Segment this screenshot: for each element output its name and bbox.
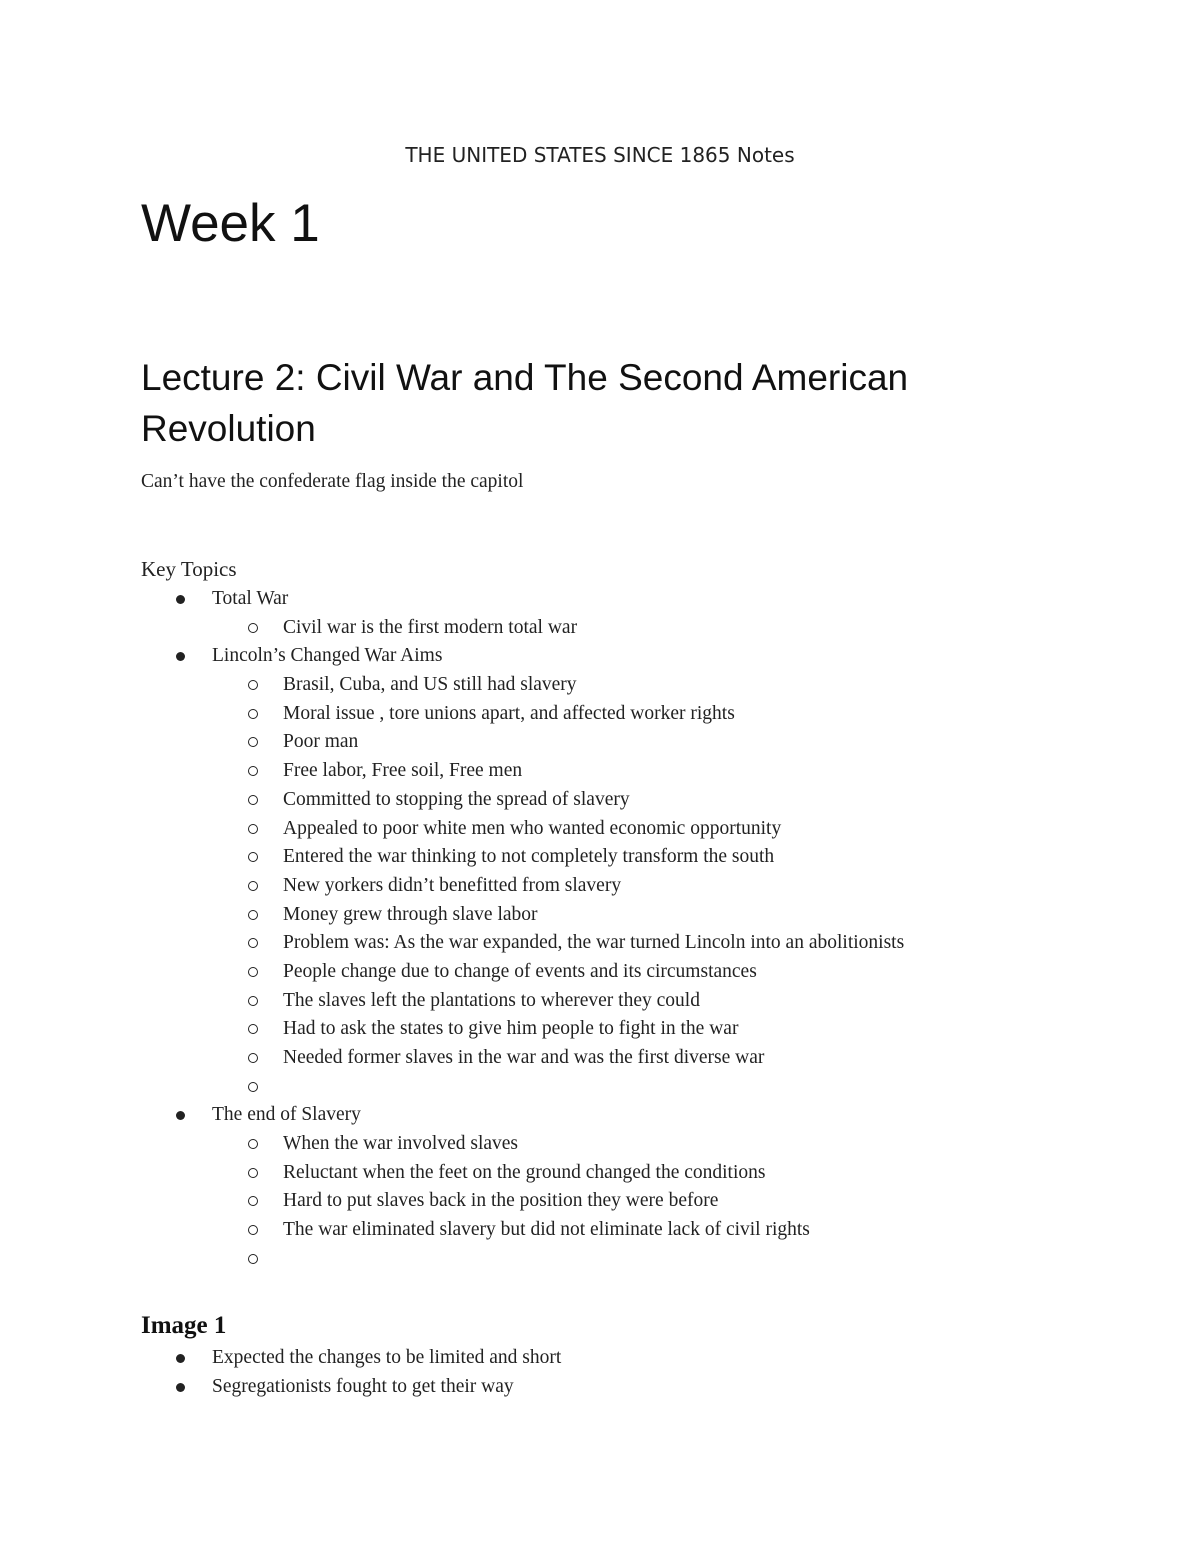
subtopic-label: Brasil, Cuba, and US still had slavery [283,674,577,696]
subtopic-label: Committed to stopping the spread of slavery [283,788,630,810]
hollow-bullet-icon [248,757,259,786]
subtopic-label: Had to ask the states to give him people to fight in the war [283,1018,739,1040]
lecture-title: Lecture 2: Civil War and The Second American Revolution [141,357,909,449]
sub-list-item [0,1245,1200,1274]
sub-list-item [0,614,1200,643]
hollow-bullet-icon [248,1159,259,1188]
hollow-bullet-icon [248,929,259,958]
sub-list-item [0,958,1200,987]
topic-label: Total War [212,588,289,609]
image-section-list [0,1344,1200,1401]
sub-list-item [0,1015,1200,1044]
list-item [0,642,1200,671]
filled-bullet-icon [176,585,185,614]
hollow-bullet-icon [248,700,259,729]
subtopic-label: When the war involved slaves [283,1133,519,1155]
hollow-bullet-icon [248,872,259,901]
week-heading: Week 1 [141,194,320,253]
subtopic-label: Money grew through slave labor [283,903,538,925]
subtopic-label: Appealed to poor white men who wanted economic opportunity [283,817,782,839]
sub-list-item [0,843,1200,872]
subtopic-label: Moral issue , tore unions apart, and affected worker rights [283,702,735,724]
subtopic-label: Needed former slaves in the war and was the first diverse war [283,1047,765,1068]
hollow-bullet-icon [248,1044,259,1073]
sub-list-item [0,901,1200,930]
hollow-bullet-icon [248,901,259,930]
list-item [0,1101,1200,1130]
sub-list-item [0,786,1200,815]
topic-label: The end of Slavery [212,1104,361,1126]
sub-list-item [0,1216,1200,1245]
sub-list-item [0,728,1200,757]
subtopic-label: Hard to put slaves back in the position they were before [283,1190,719,1212]
hollow-bullet-icon [248,1245,259,1274]
hollow-bullet-icon [248,1073,259,1102]
list-item [0,1344,1200,1373]
key-topics-list [0,585,1200,1274]
hollow-bullet-icon [248,786,259,815]
topic-label: Lincoln’s Changed War Aims [212,645,443,667]
hollow-bullet-icon [248,1187,259,1216]
sub-list-item [0,1130,1200,1159]
subtopic-label: Problem was: As the war expanded, the war turned Lincoln into an abolitionists [283,932,905,954]
hollow-bullet-icon [248,1216,259,1245]
subtopic-label: Free labor, Free soil, Free men [283,760,523,782]
hollow-bullet-icon [248,614,259,643]
image-section-heading: Image 1 [141,1312,227,1339]
item-label: Expected the changes to be limited and short [212,1347,562,1368]
subtopic-label: The war eliminated slavery but did not eliminate lack of civil rights [283,1219,810,1241]
filled-bullet-icon [176,642,185,671]
sub-list-item [0,815,1200,844]
hollow-bullet-icon [248,987,259,1016]
subtopic-label: Reluctant when the feet on the ground changed the conditions [283,1161,766,1183]
subtopic-label: Entered the war thinking to not completely transform the south [283,846,775,868]
hollow-bullet-icon [248,1015,259,1044]
sub-list-item [0,1073,1200,1102]
sub-list-item [0,700,1200,729]
sub-list-item [0,987,1200,1016]
hollow-bullet-icon [248,728,259,757]
hollow-bullet-icon [248,1130,259,1159]
filled-bullet-icon [176,1344,185,1373]
sub-list-item [0,757,1200,786]
sub-list-item [0,1044,1200,1073]
subtopic-label: The slaves left the plantations to wherever they could [283,989,700,1011]
list-item [0,1373,1200,1402]
hollow-bullet-icon [248,843,259,872]
sub-list-item [0,671,1200,700]
subtopic-label: Poor man [283,731,359,753]
filled-bullet-icon [176,1373,185,1402]
key-topics-heading: Key Topics [141,557,237,581]
lecture-note: Can’t have the confederate flag inside the capitol [141,471,524,492]
hollow-bullet-icon [248,815,259,844]
subtopic-label: Civil war is the first modern total war [283,616,578,638]
subtopic-label: New yorkers didn’t benefitted from slavery [283,874,622,896]
list-item [0,585,1200,614]
hollow-bullet-icon [248,671,259,700]
filled-bullet-icon [176,1101,185,1130]
sub-list-item [0,872,1200,901]
item-label: Segregationists fought to get their way [212,1375,514,1397]
subtopic-label: People change due to change of events and its circumstances [283,960,757,982]
document-title: THE UNITED STATES SINCE 1865 Notes [405,143,795,167]
sub-list-item [0,1187,1200,1216]
hollow-bullet-icon [248,958,259,987]
sub-list-item [0,1159,1200,1188]
sub-list-item [0,929,1200,958]
